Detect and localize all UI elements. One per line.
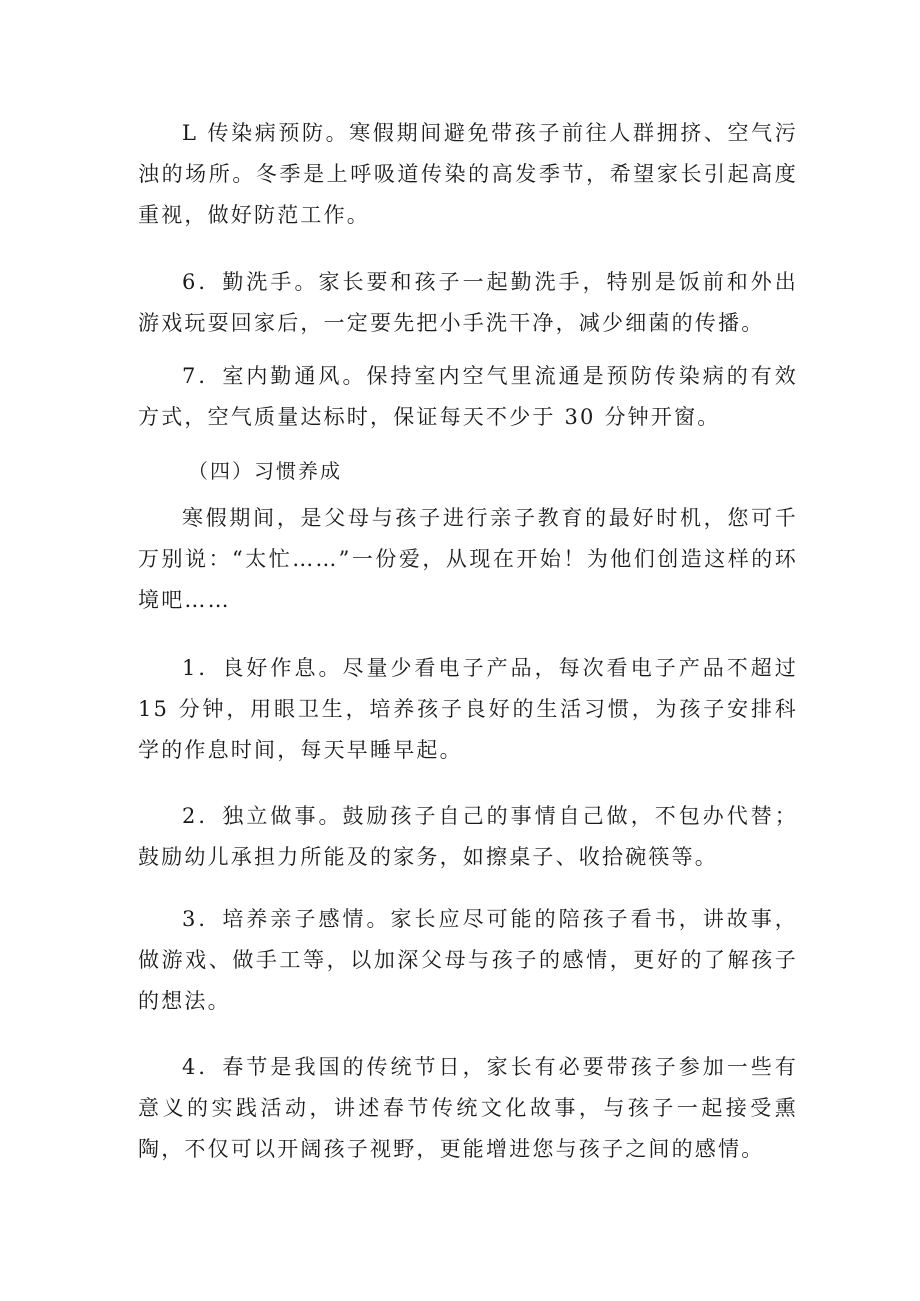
paragraph-habits-intro: 寒假期间，是父母与孩子进行亲子教育的最好时机，您可千万别说：“太忙……”一份爱，从现在开始！为他们创造这样的环境吧…… <box>138 506 798 612</box>
list-item-spring-festival: 4．春节是我国的传统节日，家长有必要带孩子参加一些有意义的实践活动，讲述春节传统文化故事，与孩子一起接受熏陶，不仅可以开阔孩子视野，更能增进您与孩子之间的感情。 <box>138 1055 798 1161</box>
section-heading-habits: （四）习惯养成 <box>188 459 342 483</box>
list-item-independence: 2．独立做事。鼓励孩子自己的事情自己做，不包办代替；鼓励幼儿承担力所能及的家务，如擦桌子、收拾碗筷等。 <box>138 804 798 869</box>
paragraph-ventilation: 7．室内勤通风。保持室内空气里流通是预防传染病的有效方式，空气质量达标时，保证每天不少于 30 分钟开窗。 <box>138 364 798 429</box>
list-item-parent-child-bond: 3．培养亲子感情。家长应尽可能的陪孩子看书，讲故事，做游戏、做手工等，以加深父母与孩子的感情，更好的了解孩子的想法。 <box>138 907 798 1013</box>
paragraph-hand-washing: 6．勤洗手。家长要和孩子一起勤洗手，特别是饭前和外出游戏玩耍回家后，一定要先把小手洗干净，减少细菌的传播。 <box>138 270 798 335</box>
paragraph-infection-prevention: L 传染病预防。寒假期间避免带孩子前往人群拥挤、空气污浊的场所。冬季是上呼吸道传染的高发季节，希望家长引起高度重视，做好防范工作。 <box>138 121 798 227</box>
list-item-sleep-schedule: 1．良好作息。尽量少看电子产品，每次看电子产品不超过 15 分钟，用眼卫生，培养孩子良好的生活习惯，为孩子安排科学的作息时间，每天早睡早起。 <box>138 656 798 762</box>
